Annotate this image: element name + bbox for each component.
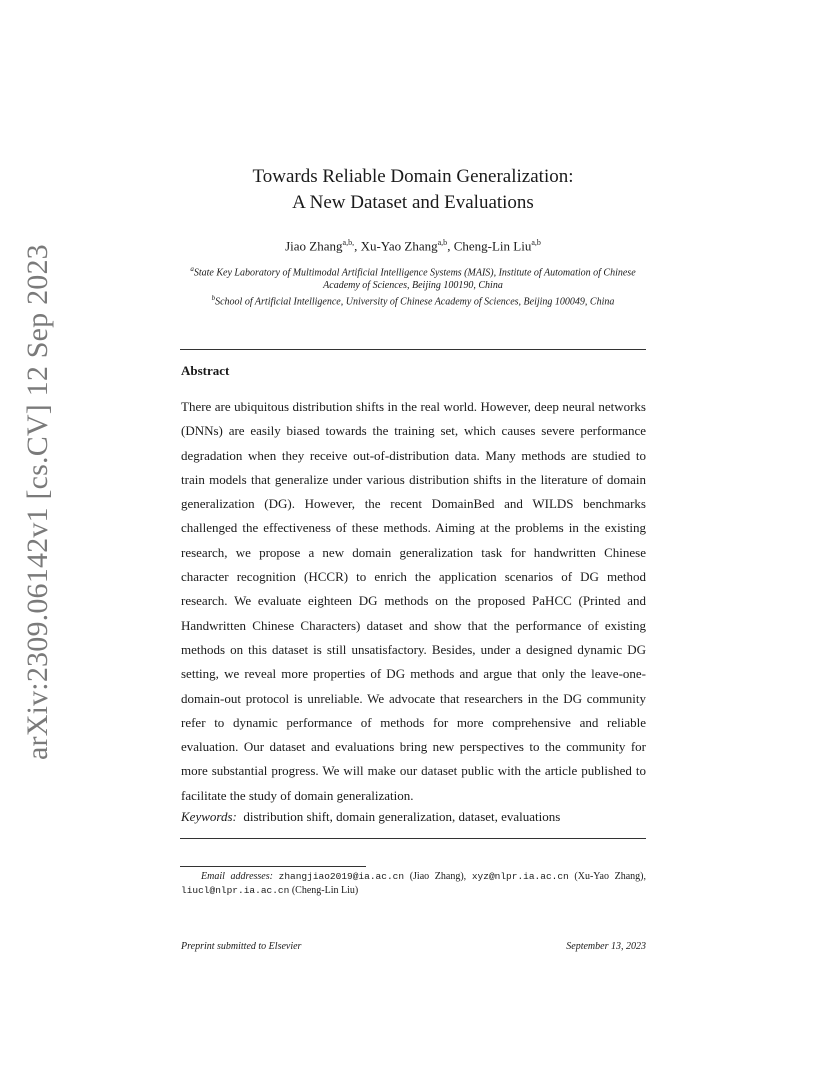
arxiv-identifier-stamp: arXiv:2309.06142v1 [cs.CV] 12 Sep 2023 bbox=[21, 244, 54, 760]
email-owner: (Jiao Zhang), bbox=[404, 871, 472, 882]
email-owner: (Cheng-Lin Liu) bbox=[289, 885, 359, 896]
keywords-label: Keywords: bbox=[181, 809, 237, 824]
author-list bbox=[180, 234, 646, 255]
abstract-text: There are ubiquitous distribution shifts in the real world. However, deep neural networks (DNNs) are easily biased towards the training set, which causes severe performance degradation when they receive out-of-distribution data. Many methods are studied to train models that generalize under various distribution shifts in the literature of domain generalization (DG). However, the recent DomainBed and WILDS benchmarks challenged the effectiveness of these methods. Aiming at the problems in the existing research, we propose a new domain generalization task for handwritten Chinese character recognition (HCCR) to enrich the application scenarios of DG method research. We evaluate eighteen DG methods on the proposed PaHCC (Printed and Handwritten Chinese Characters) dataset and show that the performance of existing methods on this dataset is still unsatisfactory. Besides, under a designed dynamic DG setting, we reveal more properties of DG methods and argue that only the leave-one-domain-out protocol is unreliable. We advocate that researchers in the DG community refer to dynamic performance of methods for more comprehensive and reliable evaluation. Our dataset and evaluations bring new perspectives to the community for more substantial progress. We will make our dataset public with the article published to facilitate the study of domain generalization. bbox=[181, 399, 646, 803]
title-line-1: Towards Reliable Domain Generalization: bbox=[252, 166, 574, 187]
affiliation-a bbox=[176, 263, 650, 292]
author-name: Cheng-Lin Liu bbox=[453, 238, 532, 254]
author-affil-mark: a,b bbox=[437, 238, 448, 247]
affiliation-mark: b bbox=[211, 294, 216, 303]
email-link[interactable]: liucl@nlpr.ia.ac.cn bbox=[181, 885, 290, 896]
author-name: Xu-Yao Zhang bbox=[360, 238, 438, 254]
email-label: Email addresses: bbox=[201, 871, 273, 882]
paper-title bbox=[180, 164, 646, 216]
author-separator: , bbox=[354, 238, 361, 254]
preprint-date: September 13, 2023 bbox=[566, 941, 646, 952]
email-link[interactable]: xyz@nlpr.ia.ac.cn bbox=[471, 871, 569, 882]
keywords-text: distribution shift, domain generalization, dataset, evaluations bbox=[243, 809, 561, 824]
affiliation-text: State Key Laboratory of Multimodal Artificial Intelligence Systems (MAIS), Institute of Automation of Chinese Academy of Sciences, Beijing 100190, China bbox=[193, 267, 636, 292]
author-name: Jiao Zhang bbox=[285, 238, 343, 254]
title-line-2: A New Dataset and Evaluations bbox=[292, 192, 534, 213]
abstract-heading: Abstract bbox=[181, 363, 230, 378]
preprint-note: Preprint submitted to Elsevier bbox=[181, 941, 302, 952]
affiliation-b bbox=[176, 292, 650, 308]
author-affil-mark: a,b bbox=[531, 238, 541, 247]
author-separator: , bbox=[447, 238, 454, 254]
affiliation-text: School of Artificial Intelligence, University of Chinese Academy of Sciences, Beijing 100049, China bbox=[215, 296, 615, 308]
author-affil-mark: a,b, bbox=[342, 238, 355, 247]
footnote-rule bbox=[180, 866, 366, 867]
affiliation-mark: a bbox=[190, 265, 194, 273]
email-link[interactable]: zhangjiao2019@ia.ac.cn bbox=[278, 871, 405, 882]
keywords bbox=[181, 808, 560, 826]
email-footnote bbox=[181, 870, 646, 898]
affiliations bbox=[176, 263, 650, 309]
abstract-top-rule bbox=[180, 349, 646, 350]
email-owner: (Xu-Yao Zhang), bbox=[568, 871, 647, 882]
abstract-bottom-rule bbox=[180, 838, 646, 839]
